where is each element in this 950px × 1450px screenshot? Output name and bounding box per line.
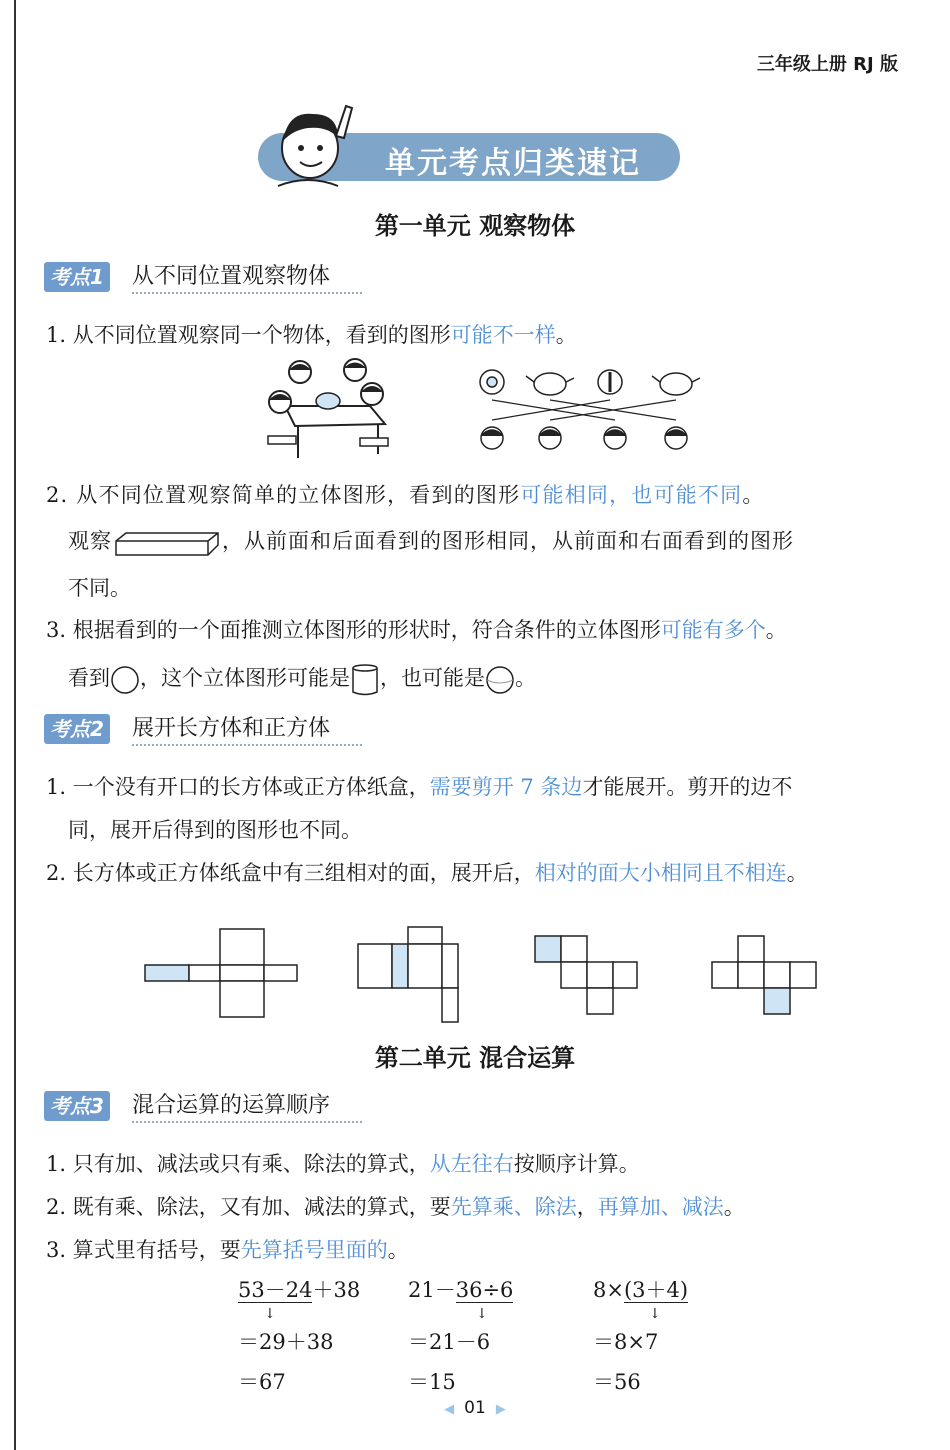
kp3-item1-text: 1. 只有加、减法或只有乘、除法的算式， xyxy=(46,1152,430,1176)
net4-face-shaded xyxy=(764,988,790,1014)
calc1-result: ＝67 xyxy=(238,1370,286,1394)
kp3-tag: 考点3 xyxy=(44,1091,110,1121)
kp1-item3-text: 3. 根据看到的一个面推测立体图形的形状时，符合条件的立体图形 xyxy=(46,618,661,642)
kp3-item2-comma: ， xyxy=(576,1195,598,1219)
teapot-views-matching-illustration xyxy=(470,362,706,462)
kp3-item3-answer: 先算括号里面的 xyxy=(240,1238,388,1262)
kp1-item3-end: 。 xyxy=(515,666,536,690)
kp2-item2 xyxy=(46,857,808,887)
kp2-item1-line2: 同，展开后得到的图形也不同。 xyxy=(68,818,362,842)
kp3-title: 混合运算的运算顺序 xyxy=(132,1093,331,1118)
kp2-item2-end: 。 xyxy=(786,861,808,885)
calc3-prefix: 8× xyxy=(593,1278,624,1302)
cylinder-icon xyxy=(350,663,380,697)
circle-face-icon xyxy=(110,665,140,695)
down-arrow-icon: ↓ xyxy=(649,1306,661,1322)
calc-example-2 xyxy=(408,1274,513,1396)
net2-face xyxy=(408,944,442,988)
calc3-first-step: (3＋4) xyxy=(623,1278,689,1302)
kp2-item2-text: 2. 长方体或正方体纸盒中有三组相对的面，展开后， xyxy=(46,861,535,885)
net2-face xyxy=(442,944,458,988)
kp1-title: 从不同位置观察物体 xyxy=(132,264,331,289)
page-number: 01 xyxy=(464,1398,486,1418)
calc1-rest: ＋38 xyxy=(312,1278,361,1302)
kp2-item1 xyxy=(46,771,792,801)
kp3-item1 xyxy=(46,1148,640,1178)
kp1-item2-answer: 可能相同，也可能不同 xyxy=(520,483,743,507)
kp2-title: 展开长方体和正方体 xyxy=(132,716,331,741)
kp2-underline xyxy=(132,744,362,746)
kp1-item1-end: 。 xyxy=(555,323,577,347)
kp1-item3-answer: 可能有多个 xyxy=(660,618,766,642)
calc-example-1 xyxy=(238,1274,360,1396)
net3-face xyxy=(613,962,637,988)
kp1-item2-desc: ，从前面和后面看到的图形相同，从前面和右面看到的图形 xyxy=(222,529,794,553)
kp2-item1-rest: 才能展开。剪开的边不 xyxy=(582,775,793,799)
net3-face xyxy=(587,962,613,988)
kp1-item3-end: 。 xyxy=(765,618,787,642)
calc2-expression xyxy=(408,1274,513,1304)
calc1-first-step: 53－24 xyxy=(238,1278,313,1302)
net4-face xyxy=(738,936,764,962)
net3-face-shaded xyxy=(535,936,561,962)
net4-face xyxy=(738,962,764,988)
cube-nets-figure xyxy=(140,924,830,1024)
page-number-footer xyxy=(0,1398,950,1418)
net1-face xyxy=(220,929,264,965)
kp3-underline xyxy=(132,1121,362,1123)
cuboid-figure xyxy=(112,529,222,557)
kp2-item1-answer: 需要剪开 7 条边 xyxy=(429,775,583,799)
left-arrow-icon: ◀ xyxy=(444,1402,455,1417)
unit2-title: 第二单元 混合运算 xyxy=(374,1044,576,1072)
kp1-item3 xyxy=(46,614,787,644)
net1-face xyxy=(220,981,264,1017)
mascot-boy-illustration xyxy=(268,96,368,192)
calc2-step1: ＝21－6 xyxy=(408,1330,491,1354)
kp3-item2-answer1: 先算乘、除法 xyxy=(450,1195,577,1219)
down-arrow-icon: ↓ xyxy=(264,1306,276,1322)
edition-label: 三年级上册 RJ 版 xyxy=(756,54,898,75)
kp1-item2-observe: 观察 xyxy=(68,529,112,553)
kp1-item1 xyxy=(46,319,577,349)
calc3-result: ＝56 xyxy=(593,1370,641,1394)
kp2-tag: 考点2 xyxy=(44,714,110,744)
kp1-item2-end: 。 xyxy=(742,483,765,507)
children-at-table-illustration xyxy=(260,356,400,462)
net2-face xyxy=(442,988,458,1022)
kp3-item1-answer: 从左往右 xyxy=(429,1152,514,1176)
net3-face xyxy=(561,962,587,988)
kp1-item2-line2 xyxy=(68,525,794,557)
net4-face xyxy=(764,962,790,988)
calc-example-3 xyxy=(593,1274,688,1396)
net2-face xyxy=(358,944,392,988)
calc2-prefix: 21－ xyxy=(408,1278,456,1302)
unit1-title: 第一单元 观察物体 xyxy=(374,212,576,240)
net1-face-shaded xyxy=(145,965,189,981)
calc2-result: ＝15 xyxy=(408,1370,456,1394)
net4-face xyxy=(790,962,816,988)
kp3-item2 xyxy=(46,1191,745,1221)
kp3-item2-text: 2. 既有乘、除法，又有加、减法的算式，要 xyxy=(46,1195,451,1219)
kp1-item1-answer: 可能不一样 xyxy=(450,323,556,347)
sphere-icon xyxy=(485,665,515,695)
net1-face xyxy=(264,965,297,981)
kp1-item3-maybe: ，这个立体图形可能是 xyxy=(140,666,350,690)
calc1-step1: ＝29＋38 xyxy=(238,1330,334,1354)
banner-title: 单元考点归类速记 xyxy=(385,146,641,181)
right-arrow-icon: ▶ xyxy=(495,1402,506,1417)
net3-face xyxy=(587,988,613,1014)
kp2-item2-answer: 相对的面大小相同且不相连 xyxy=(534,861,787,885)
calc1-expression xyxy=(238,1274,360,1304)
kp3-item3-end: 。 xyxy=(387,1238,409,1262)
kp3-item2-end: 。 xyxy=(723,1195,745,1219)
kp3-item1-rest: 按顺序计算。 xyxy=(513,1152,640,1176)
calc3-step1: ＝8×7 xyxy=(593,1330,659,1354)
kp3-item2-answer2: 再算加、减法 xyxy=(597,1195,724,1219)
calc3-expression xyxy=(593,1274,688,1304)
kp1-item1-text: 1. 从不同位置观察同一个物体，看到的图形 xyxy=(46,323,451,347)
kp1-underline xyxy=(132,292,362,294)
kp1-item2-text: 2. 从不同位置观察简单的立体图形，看到的图形 xyxy=(46,483,521,507)
net2-face xyxy=(408,927,442,944)
net3-face xyxy=(561,936,587,962)
net1-face xyxy=(189,965,220,981)
kp2-item1-text: 1. 一个没有开口的长方体或正方体纸盒， xyxy=(46,775,430,799)
down-arrow-icon: ↓ xyxy=(476,1306,488,1322)
kp1-item2 xyxy=(46,479,765,509)
kp1-item3-alsomaybe: ，也可能是 xyxy=(380,666,485,690)
calc2-first-step: 36÷6 xyxy=(455,1278,514,1302)
net4-face xyxy=(712,962,738,988)
kp3-item3-text: 3. 算式里有括号，要 xyxy=(46,1238,241,1262)
kp1-item3-see: 看到 xyxy=(68,666,110,690)
net2-face-shaded xyxy=(392,944,408,988)
net1-face xyxy=(220,965,264,981)
kp1-tag: 考点1 xyxy=(44,262,110,292)
kp3-item3 xyxy=(46,1234,409,1264)
kp1-item2-line3: 不同。 xyxy=(68,576,131,600)
kp1-item3-line2 xyxy=(68,662,536,697)
